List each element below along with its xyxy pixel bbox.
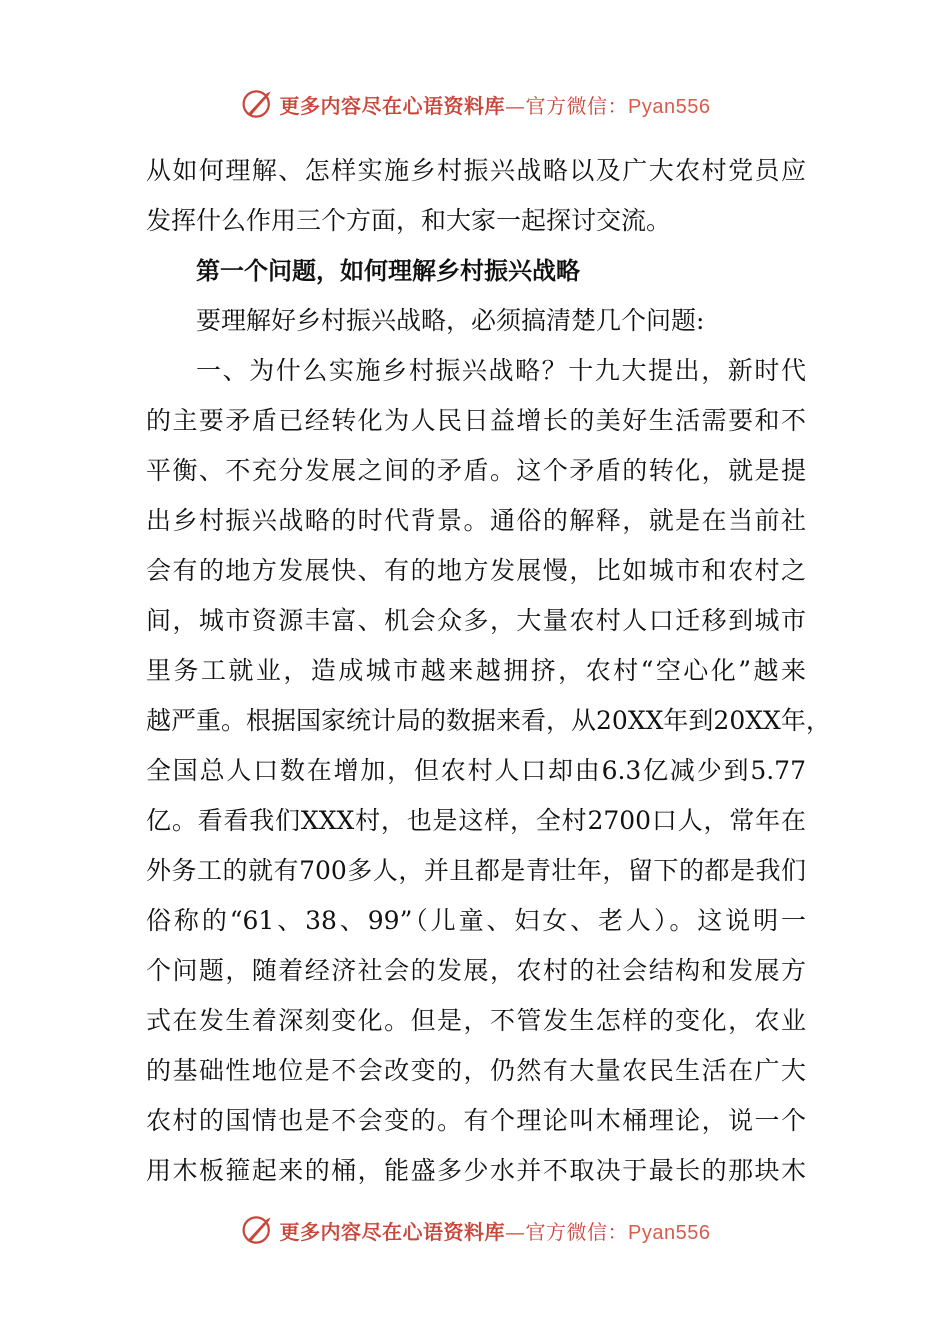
text-line: 全国总人口数在增加，但农村人口却由6.3亿减少到5.77	[146, 756, 806, 785]
quill-logo-icon	[240, 86, 276, 122]
text-line: 亿。看看我们XXX村，也是这样，全村2700口人，常年在	[146, 806, 806, 835]
text-line: 一、为什么实施乡村振兴战略？十九大提出，新时代	[196, 356, 806, 385]
text-line: 的基础性地位是不会改变的，仍然有大量农民生活在广大	[146, 1056, 806, 1085]
text-line: 发挥什么作用三个方面，和大家一起探讨交流。	[146, 206, 672, 235]
text-line: 外务工的就有700多人，并且都是青壮年，留下的都是我们	[146, 856, 806, 885]
text-line: 越严重。根据国家统计局的数据来看，从20XX年到20XX年，	[146, 706, 831, 735]
text-line: 式在发生着深刻变化。但是，不管发生怎样的变化，农业	[146, 1006, 806, 1035]
document-body	[146, 146, 831, 1196]
text-line: 会有的地方发展快、有的地方发展慢，比如城市和农村之	[146, 556, 806, 585]
promo-text: 更多内容尽在心语资料库	[279, 93, 506, 118]
text-line: 俗称的“61、38、99”（儿童、妇女、老人）。这说明一	[146, 906, 806, 935]
promo-text: 更多内容尽在心语资料库	[279, 1219, 506, 1244]
text-line: 出乡村振兴战略的时代背景。通俗的解释，就是在当前社	[146, 506, 806, 535]
header-watermark	[0, 84, 950, 124]
footer-watermark	[0, 1210, 950, 1250]
separator-dash: —	[505, 1219, 526, 1244]
text-line: 平衡、不充分发展之间的矛盾。这个矛盾的转化，就是提	[146, 456, 806, 485]
quill-logo-icon	[240, 1212, 276, 1248]
section-heading: 第一个问题，如何理解乡村振兴战略	[196, 257, 580, 285]
wechat-label: 官方微信：	[525, 1219, 629, 1244]
wechat-label: 官方微信：	[525, 93, 629, 118]
text-line: 从如何理解、怎样实施乡村振兴战略以及广大农村党员应	[146, 156, 806, 185]
text-line: 用木板箍起来的桶，能盛多少水并不取决于最长的那块木	[146, 1156, 806, 1185]
text-line: 里务工就业，造成城市越来越拥挤，农村“空心化”越来	[146, 656, 806, 685]
wechat-id: Pyan556	[628, 95, 711, 118]
text-line: 农村的国情也是不会变的。有个理论叫木桶理论，说一个	[146, 1106, 806, 1135]
text-line: 要理解好乡村振兴战略，必须搞清楚几个问题:	[196, 306, 705, 335]
text-line: 间，城市资源丰富、机会众多，大量农村人口迁移到城市	[146, 606, 806, 635]
wechat-id: Pyan556	[628, 1221, 711, 1244]
separator-dash: —	[505, 93, 526, 118]
text-line: 的主要矛盾已经转化为人民日益增长的美好生活需要和不	[146, 406, 806, 435]
text-line: 个问题，随着经济社会的发展，农村的社会结构和发展方	[146, 956, 806, 985]
